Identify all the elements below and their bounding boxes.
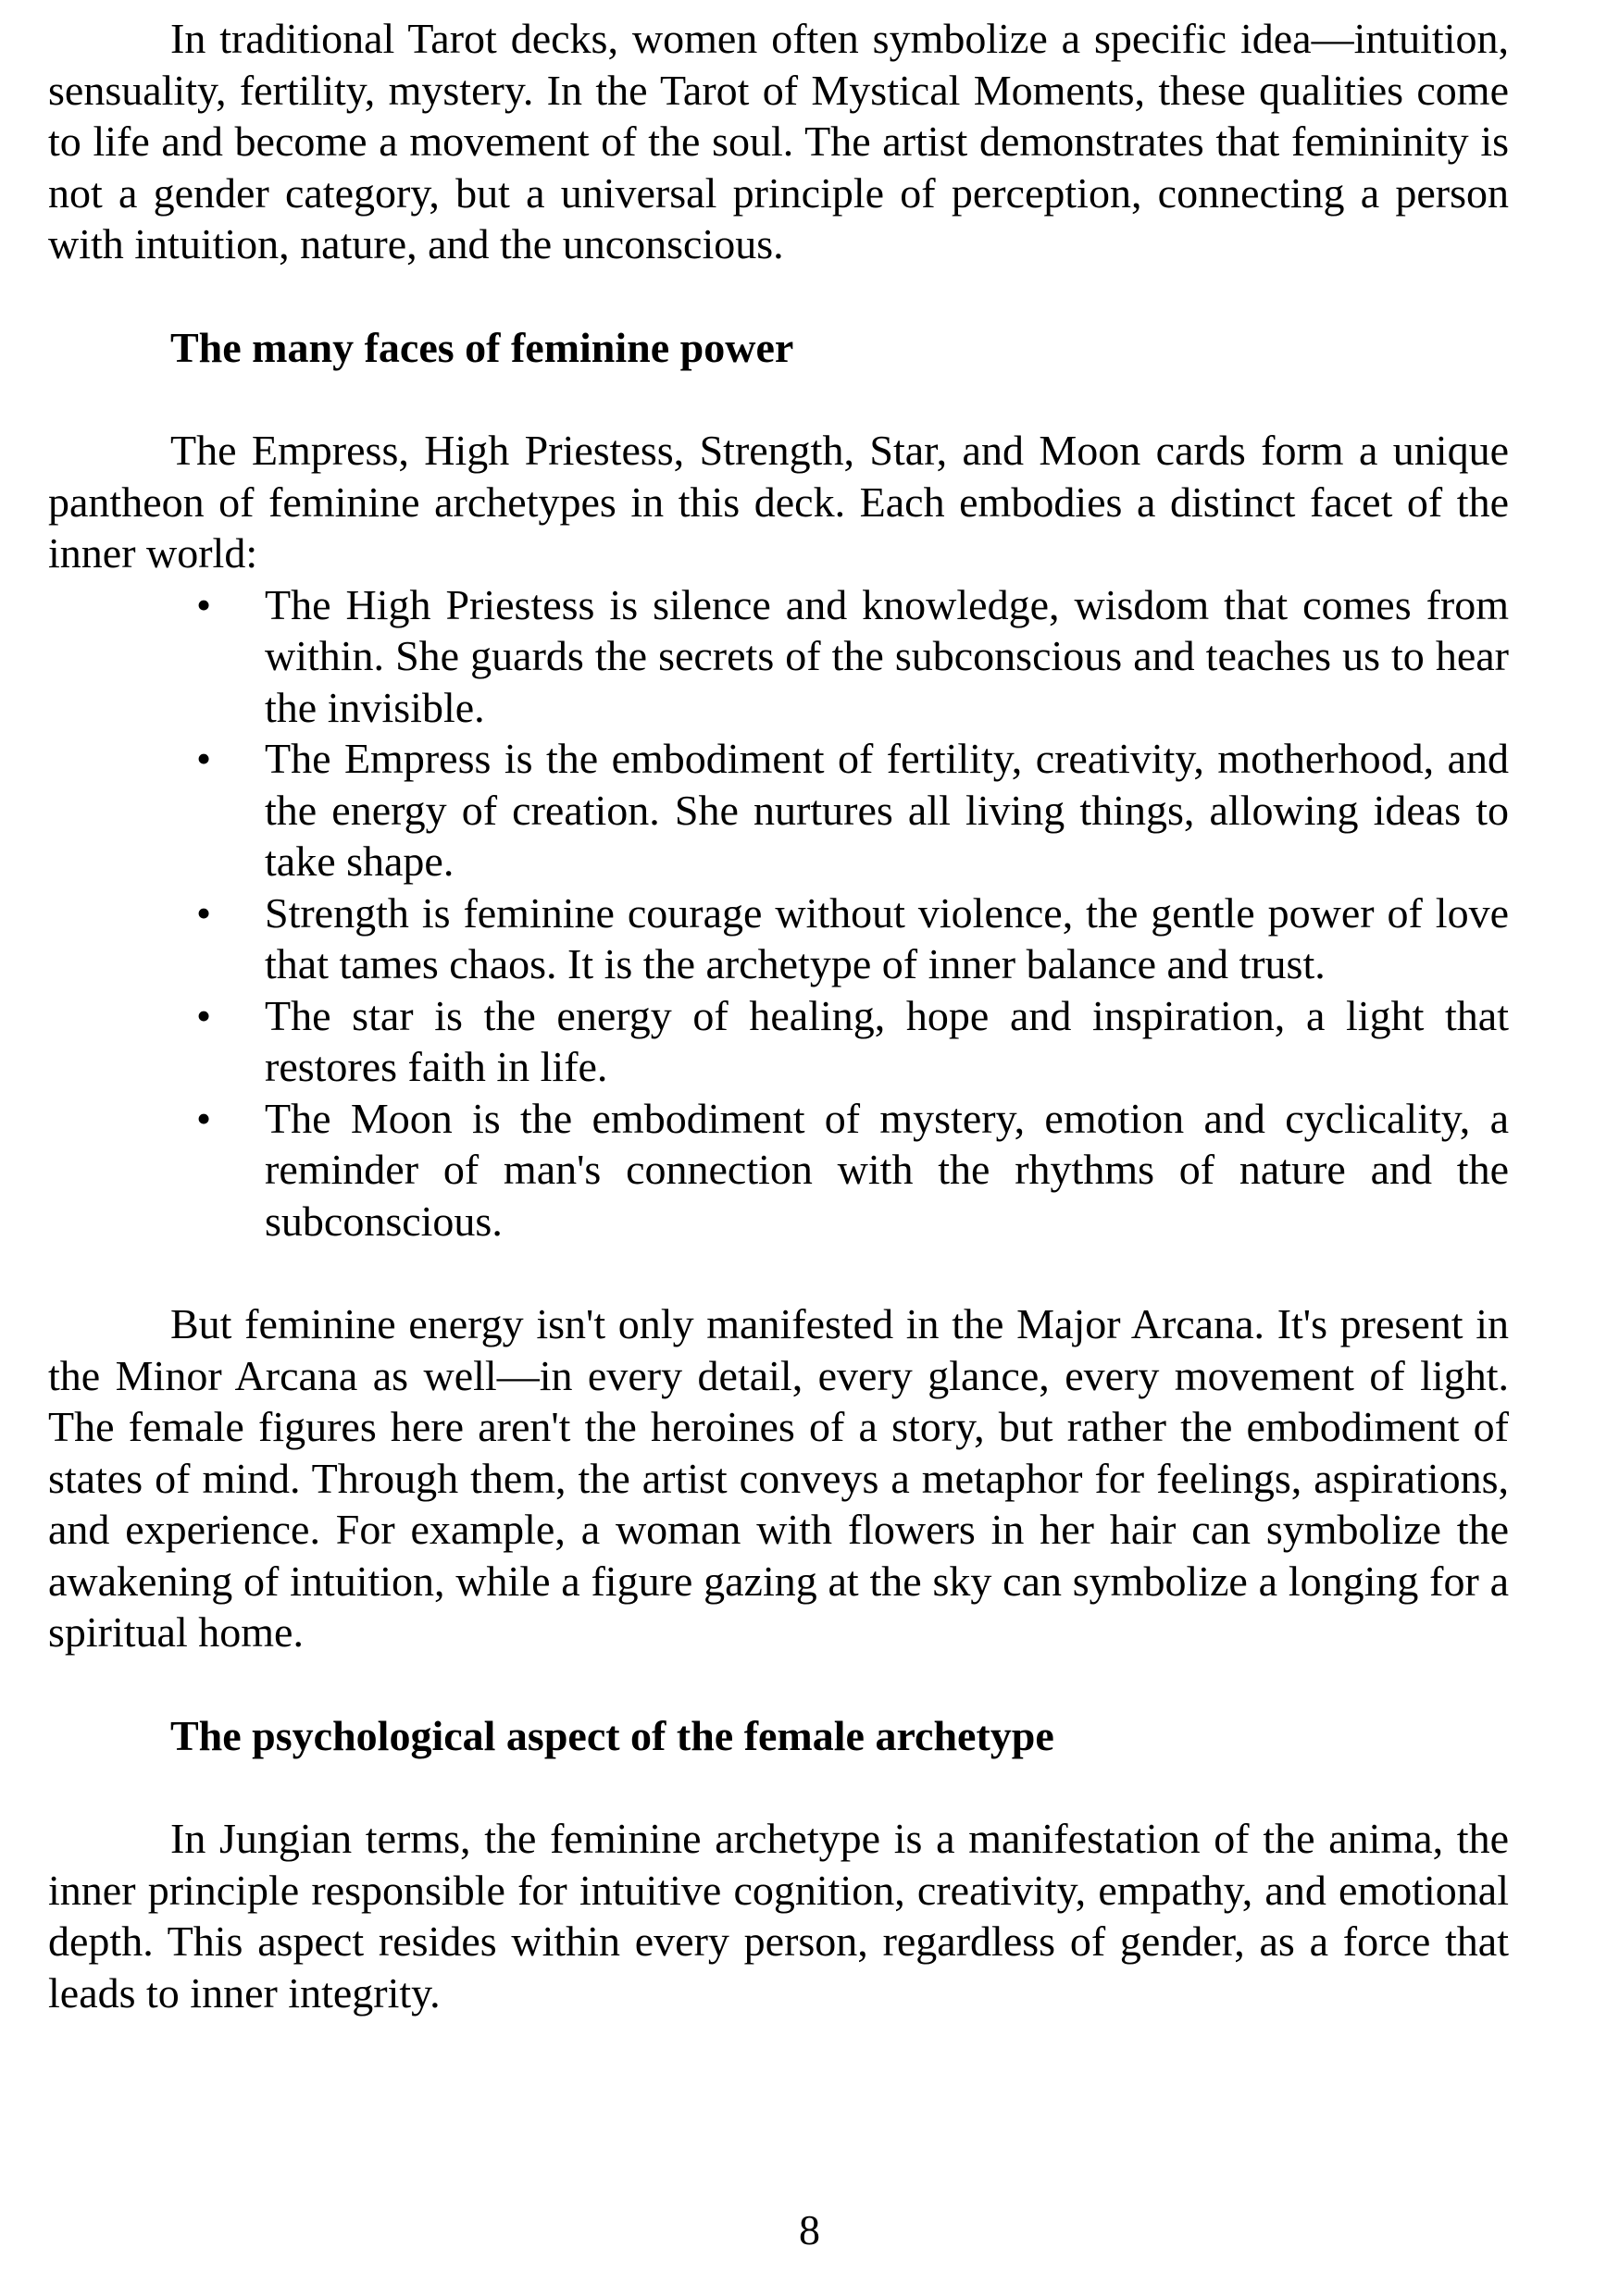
list-item — [195, 990, 1509, 1093]
list-item — [195, 733, 1509, 887]
section-paragraph-jungian: In Jungian terms, the feminine archetype is a manifestation of the anima, the inner principle responsible for intuitive cognition, creativity, empathy, and emotional depth. This aspect resides within every person, regardless of gender, as a force that leads to inner integrity. — [48, 1815, 1509, 2017]
list-item-text: The High Priestess is silence and knowledge, wisdom that comes from within. She guards the secrets of the subconscious and teaches us to hear the invisible. — [265, 580, 1509, 731]
bullet-icon: • — [195, 735, 212, 782]
list-item-text: The star is the energy of healing, hope and inspiration, a light that restores faith in life. — [265, 991, 1509, 1090]
list-item-text: Strength is feminine courage without violence, the gentle power of love that tames chaos. It is the archetype of inner balance and trust. — [265, 888, 1509, 987]
bullet-icon: • — [195, 991, 212, 1039]
section-paragraph-minor-arcana: But feminine energy isn't only manifested in the Major Arcana. It's present in the Minor Arcana as well—in every detail, every glance, every movement of light. The female figures here aren't the heroines of a story, but rather the embodiment of states of mind. Through them, the artist conveys a metaphor for feelings, aspirations, and experience. For example, a woman with flowers in her hair can symbolize the awakening of intuition, while a figure gazing at the sky can symbolize a longing for a spiritual home. — [48, 1300, 1509, 1656]
archetype-bullet-list — [48, 579, 1509, 1247]
list-item — [195, 887, 1509, 990]
bullet-icon: • — [195, 1094, 212, 1142]
bullet-icon: • — [195, 888, 212, 937]
list-item — [195, 579, 1509, 734]
list-item-text: The Moon is the embodiment of mystery, emotion and cyclicality, a reminder of man's connection with the rhythms of nature and the subconscious. — [265, 1094, 1509, 1245]
section-heading-feminine-power: The many faces of feminine power — [170, 323, 794, 371]
document-page — [48, 13, 1509, 2018]
section-paragraph-archetypes: The Empress, High Priestess, Strength, Star, and Moon cards form a unique pantheon of feminine archetypes in this deck. Each embodies a distinct facet of the inner world: — [48, 427, 1509, 577]
list-item — [195, 1093, 1509, 1247]
list-item-text: The Empress is the embodiment of fertility, creativity, motherhood, and the energy of creation. She nurtures all living things, allowing ideas to take shape. — [265, 735, 1509, 885]
bullet-icon: • — [195, 580, 212, 628]
section-heading-psychological-aspect: The psychological aspect of the female archetype — [170, 1711, 1054, 1759]
intro-paragraph: In traditional Tarot decks, women often symbolize a specific idea—intuition, sensuality, fertility, mystery. In the Tarot of Mystical Moments, these qualities come to life and become a movement of the soul. The artist demonstrates that femininity is not a gender category, but a universal principle of perception, connecting a person with intuition, nature, and the unconscious. — [48, 15, 1509, 267]
page-number: 8 — [799, 2206, 820, 2253]
